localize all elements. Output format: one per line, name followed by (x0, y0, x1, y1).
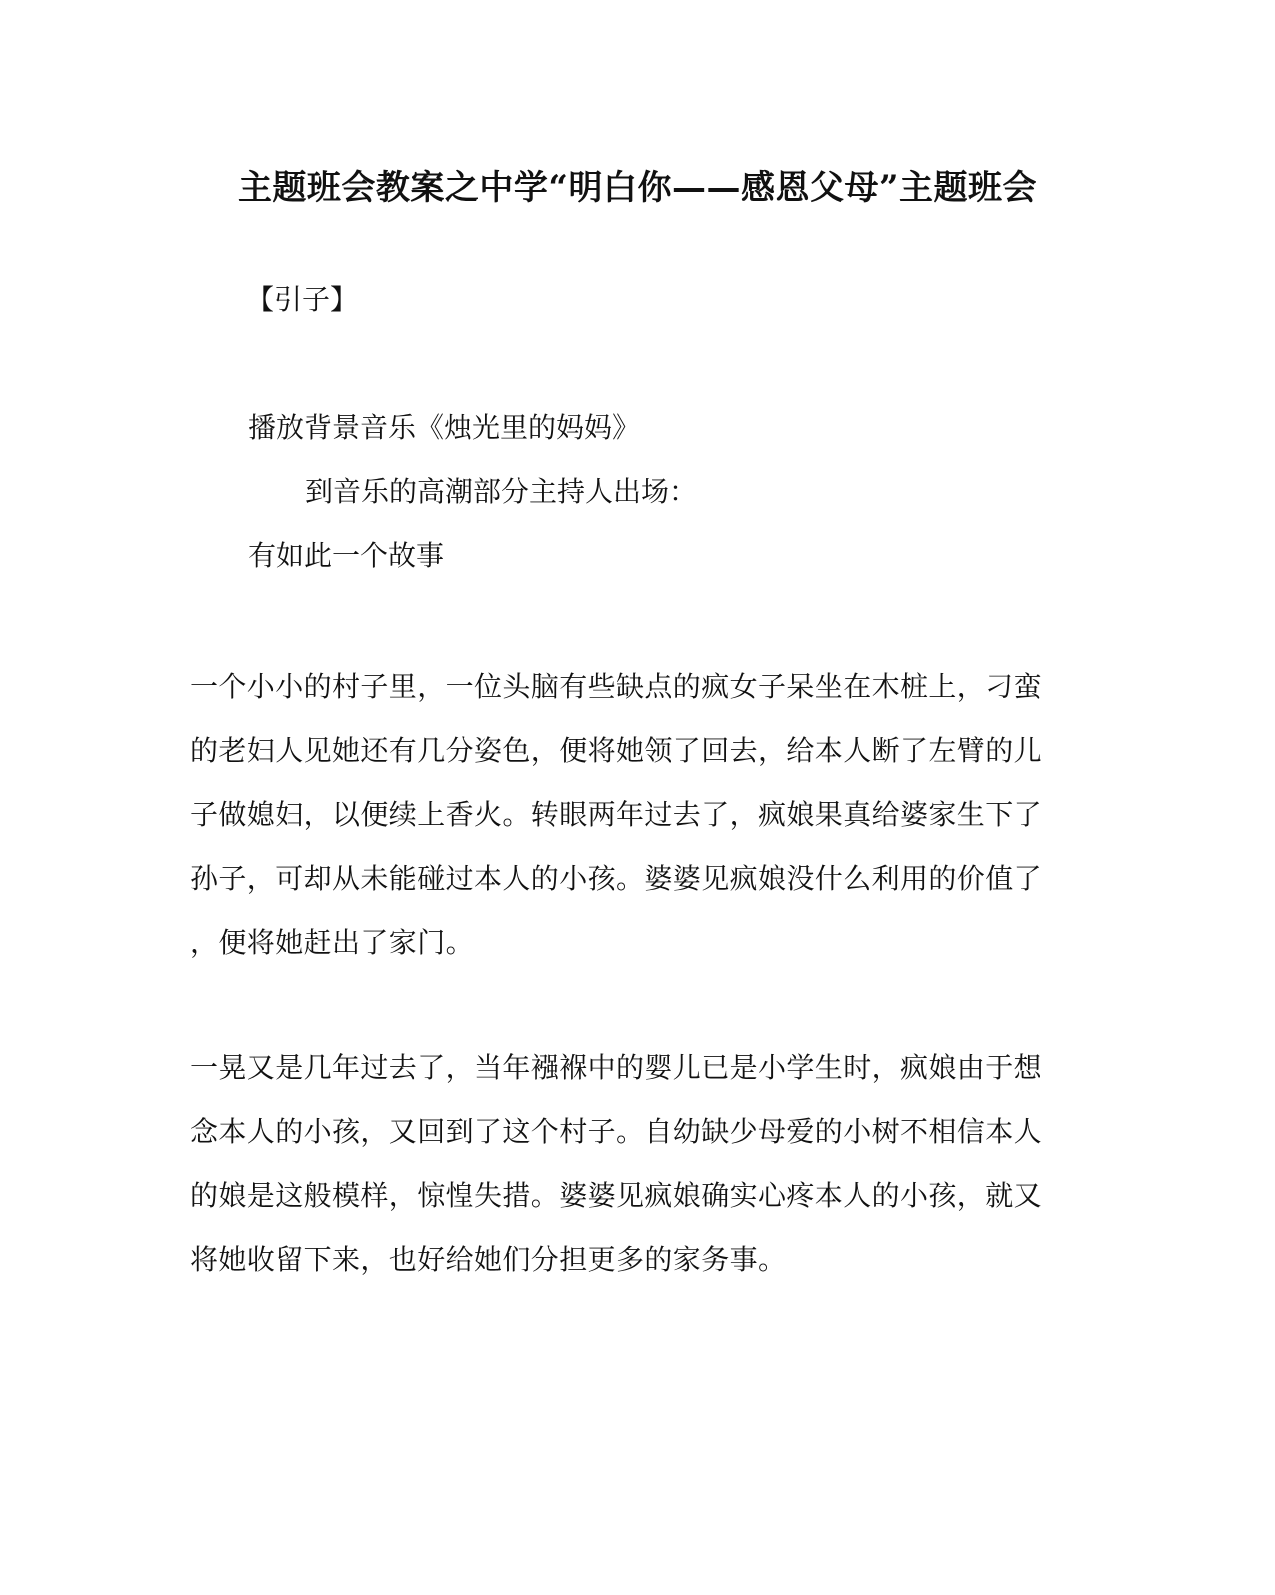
paragraph-line: 将她收留下来，也好给她们分担更多的家务事。 (190, 1243, 787, 1276)
paragraph-line: 孙子，可却从未能碰过本人的小孩。婆婆见疯娘没什么利用的价值了 (190, 862, 1043, 895)
document-title: 主题班会教案之中学“明白你——感恩父母”主题班会 (237, 168, 1038, 208)
story-paragraph-2 (190, 1036, 1062, 1292)
paragraph-line: 念本人的小孩，又回到了这个村子。自幼缺少母爱的小树不相信本人 (190, 1115, 1043, 1148)
paragraph-line: 子做媳妇，以便续上香火。转眼两年过去了，疯娘果真给婆家生下了 (190, 798, 1043, 831)
paragraph-line: 一晃又是几年过去了，当年襁褓中的婴儿已是小学生时，疯娘由于想 (190, 1051, 1043, 1084)
intro-line: 到音乐的高潮部分主持人出场： (305, 475, 698, 508)
intro-line: 有如此一个故事 (248, 539, 445, 572)
story-paragraph-1 (190, 655, 1062, 975)
intro-line: 播放背景音乐《烛光里的妈妈》 (248, 411, 641, 444)
paragraph-line: 的老妇人见她还有几分姿色，便将她领了回去，给本人断了左臂的儿 (190, 734, 1043, 767)
section-heading: 【引子】 (246, 283, 359, 316)
paragraph-line: 的娘是这般模样，惊惶失措。婆婆见疯娘确实心疼本人的小孩，就又 (190, 1179, 1043, 1212)
paragraph-line: 一个小小的村子里，一位头脑有些缺点的疯女子呆坐在木桩上，刁蛮 (190, 670, 1043, 703)
paragraph-line: ，便将她赶出了家门。 (190, 926, 475, 959)
